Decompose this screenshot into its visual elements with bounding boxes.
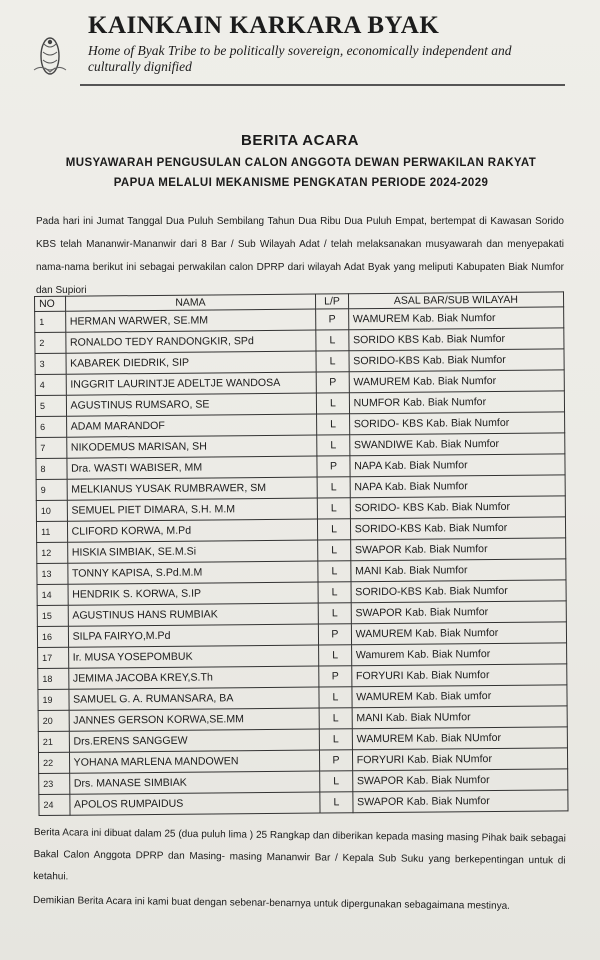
candidate-name: YOHANA MARLENA MANDOWEN [69,750,320,773]
candidate-origin: SWAPOR Kab. Biak Numfor [351,601,566,624]
candidate-origin: SWAPOR Kab. Biak Numfor [350,538,565,561]
candidate-origin: FORYURI Kab. Biak NUmfor [352,748,567,771]
candidate-gender: P [316,372,349,393]
candidate-name: CLIFORD KORWA, M.Pd [67,519,318,542]
column-header-origin: ASAL BAR/SUB WILAYAH [348,292,563,309]
row-number: 22 [38,752,69,773]
candidate-origin: SWANDIWE Kab. Biak Numfor [349,433,564,456]
row-number: 8 [36,458,67,479]
subtitle-line-2: PAPUA MELALUI MEKANISME PENGKATAN PERIODE 2024-2029 [113,177,489,189]
candidate-gender: P [319,624,352,645]
candidate-origin: WAMUREM Kab. Biak Numfor [349,370,564,393]
row-number: 23 [39,773,70,794]
column-header-name: NAMA [65,294,316,311]
candidate-name: NIKODEMUS MARISAN, SH [66,435,317,458]
candidate-origin: SWAPOR Kab. Biak Numfor [352,769,567,792]
subtitle-line-1: MUSYAWARAH PENGUSULAN CALON ANGGOTA DEWAN PERWAKILAN RAKYAT [65,157,537,169]
candidate-name: JEMIMA JACOBA KREY,S.Th [68,666,319,689]
organization-motto: Home of Byak Tribe to be politically sovereign, economically independent and culturally dignified [88,43,512,74]
candidate-origin: Wamurem Kab. Biak Numfor [351,643,566,666]
candidate-name: KABAREK DIEDRIK, SIP [66,351,317,374]
candidate-name: Dra. WASTI WABISER, MM [66,456,317,479]
candidate-gender: P [319,666,352,687]
row-number: 6 [36,416,67,437]
candidate-origin: NUMFOR Kab. Biak Numfor [349,391,564,414]
candidate-name: Drs. MANASE SIMBIAK [69,771,320,794]
document-subtitle [36,153,566,193]
candidate-origin: SORIDO-KBS Kab. Biak Numfor [350,517,565,540]
candidate-name: MELKIANUS YUSAK RUMBRAWER, SM [67,477,318,500]
row-number: 21 [38,731,69,752]
candidate-name: AGUSTINUS RUMSARO, SE [66,393,317,416]
candidate-gender: L [319,687,352,708]
row-number: 13 [37,563,68,584]
candidate-gender: L [318,561,351,582]
header-divider [80,84,565,86]
candidate-origin: SORIDO-KBS Kab. Biak Numfor [349,349,564,372]
candidate-origin: WAMUREM Kab. Biak umfor [352,685,567,708]
candidate-gender: L [316,330,349,351]
closing-section [33,822,566,920]
row-number: 11 [36,521,67,542]
candidate-gender: L [318,498,351,519]
candidate-gender: L [318,582,351,603]
candidate-gender: L [320,729,353,750]
candidate-gender: L [318,519,351,540]
row-number: 2 [35,332,66,353]
candidate-origin: FORYURI Kab. Biak Numfor [351,664,566,687]
table-body [35,307,568,816]
candidate-origin: WAMUREM Kab. Biak Numfor [351,622,566,645]
candidate-origin: MANI Kab. Biak NUmfor [352,706,567,729]
row-number: 9 [36,479,67,500]
organization-name: KAINKAIN KARKARA BYAK [88,12,440,39]
intro-paragraph: Pada hari ini Jumat Tanggal Dua Puluh Sembilang Tahun Dua Ribu Dua Puluh Empat, bertempat di Kawasan Sorido KBS telah Mananwir-Mananwir dari 8 Bar / Sub Wilayah Adat / telah melaksanakan musyawarah dan menyepakati nama-nama berikut ini sebagai perwakilan calon DPRP dari wilayah Adat Byak yang meliputi Kabupaten Biak Numfor dan Supiori [36,216,564,296]
candidate-origin: NAPA Kab. Biak Numfor [350,454,565,477]
candidate-gender: L [317,435,350,456]
row-number: 18 [38,668,69,689]
row-number: 3 [35,353,66,374]
candidate-name: AGUSTINUS HANS RUMBIAK [68,603,319,626]
candidate-name: SEMUEL PIET DIMARA, S.H. M.M [67,498,318,521]
candidate-gender: L [319,708,352,729]
column-header-no: NO [35,296,66,311]
candidate-gender: L [318,540,351,561]
column-header-gender: L/P [316,294,349,309]
candidate-name: INGGRIT LAURINTJE ADELTJE WANDOSA [66,372,317,395]
candidate-name: RONALDO TEDY RANDONGKIR, SPd [65,330,316,353]
candidate-origin: NAPA Kab. Biak Numfor [350,475,565,498]
candidate-gender: P [320,750,353,771]
closing-paragraph-1: Berita Acara ini dibuat dalam 25 (dua puluh lima ) 25 Rangkap dan diberikan kepada masing masing Pihak baik sebagai Bakal Calon Anggota DPRP dan Masing- masing Mananwir Bar / Kepala Sub Suku yang berkepentingan untuk di ketahui. [33,826,566,883]
candidate-name: TONNY KAPISA, S.Pd.M.M [67,561,318,584]
candidate-origin: SWAPOR Kab. Biak Numfor [353,790,568,813]
candidate-gender: P [317,456,350,477]
row-number: 14 [37,584,68,605]
candidate-origin: MANI Kab. Biak Numfor [351,559,566,582]
candidate-origin: SORIDO- KBS Kab. Biak Numfor [349,412,564,435]
candidate-gender: L [320,792,353,813]
candidate-origin: SORIDO- KBS Kab. Biak Numfor [350,496,565,519]
candidate-origin: SORIDO KBS Kab. Biak Numfor [348,328,563,351]
candidate-name: HERMAN WARWER, SE.MM [65,309,316,332]
candidate-name: APOLOS RUMPAIDUS [69,792,320,815]
row-number: 5 [35,395,66,416]
table-row [39,790,568,816]
candidate-gender: L [320,771,353,792]
closing-paragraph-2: Demikian Berita Acara ini kami buat dengan sebenar-benarnya untuk dipergunakan sebagaimana mestinya. [32,894,511,912]
row-number: 17 [38,647,69,668]
row-number: 20 [38,710,69,731]
candidate-gender: L [319,645,352,666]
row-number: 7 [36,437,67,458]
candidate-name: ADAM MARANDOF [66,414,317,437]
row-number: 15 [37,605,68,626]
candidate-gender: L [317,414,350,435]
candidate-table [34,291,569,816]
row-number: 24 [39,794,70,815]
candidate-gender: L [317,393,350,414]
candidate-name: Ir. MUSA YOSEPOMBUK [68,645,319,668]
tribe-emblem-logo [30,36,70,76]
row-number: 4 [35,374,66,395]
candidate-name: SAMUEL G. A. RUMANSARA, BA [68,687,319,710]
candidate-gender: L [318,603,351,624]
candidate-gender: P [316,309,349,330]
candidate-name: HENDRIK S. KORWA, S.IP [68,582,319,605]
document-title: BERITA ACARA [241,132,359,149]
candidate-name: SILPA FAIRYO,M.Pd [68,624,319,647]
candidate-origin: SORIDO-KBS Kab. Biak Numfor [351,580,566,603]
row-number: 19 [38,689,69,710]
candidate-name: HISKIA SIMBIAK, SE.M.Si [67,540,318,563]
candidate-gender: L [316,351,349,372]
row-number: 16 [37,626,68,647]
candidate-origin: WAMUREM Kab. Biak Numfor [348,307,563,330]
candidate-name: Drs.ERENS SANGGEW [69,729,320,752]
row-number: 10 [36,500,67,521]
candidate-origin: WAMUREM Kab. Biak NUmfor [352,727,567,750]
candidate-gender: L [317,477,350,498]
candidate-name: JANNES GERSON KORWA,SE.MM [69,708,320,731]
row-number: 1 [35,311,66,332]
row-number: 12 [37,542,68,563]
